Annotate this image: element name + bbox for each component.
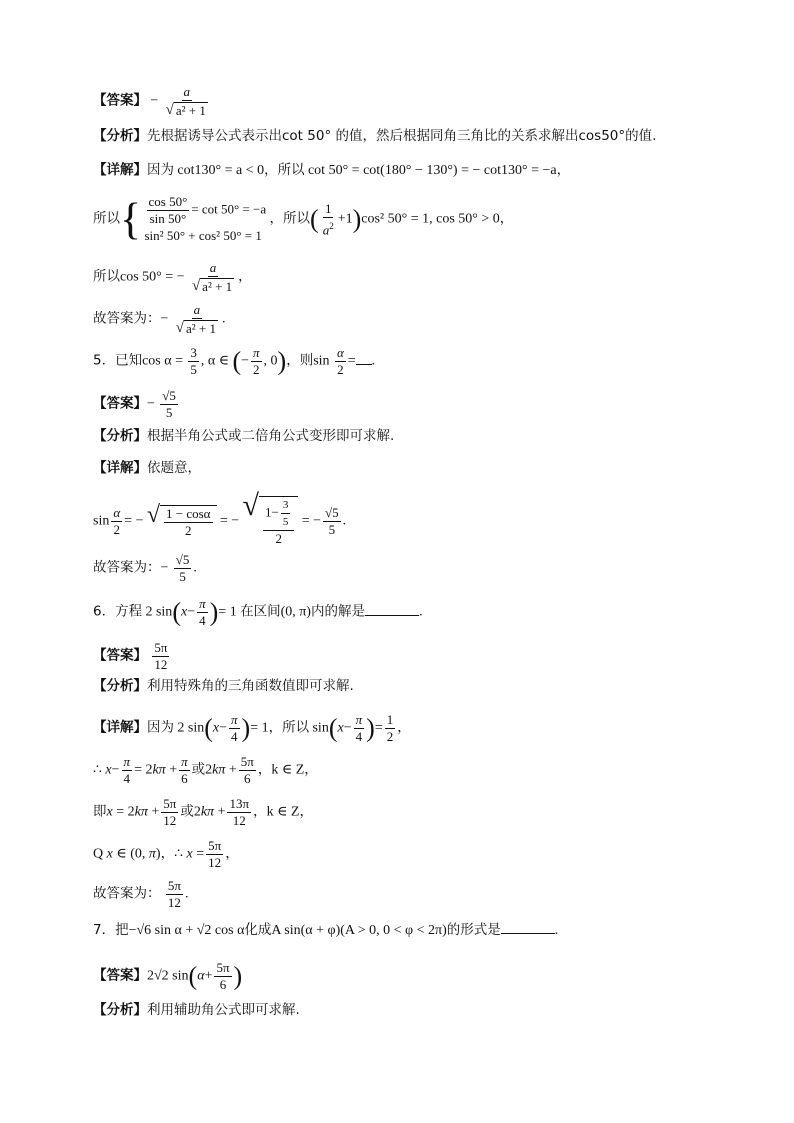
q7-answer-line: 【答案】2√2 sin(α+ $\frac{5\pi}{6}$ ) xyxy=(93,960,243,992)
q5-detail-line: 【详解】依题意， xyxy=(93,460,201,476)
q6-step-1: ∴ x− $\frac{\pi}{4}$ = 2kπ + $\frac{\pi}{6}$ 或2kπ + $\frac{5\pi}{6}$ ，k ∈ Z， xyxy=(93,754,318,786)
q4-answer-fraction: a √ a² + 1 xyxy=(165,84,206,118)
q4-answer-line: 【答案】 − a √ a² + 1 xyxy=(93,84,212,119)
q6-final-line: 故答案为： $\frac{5\pi}{12}$ . xyxy=(93,878,189,910)
q4-analysis-line: 【分析】先根据诱导公式表示出cot 50° 的值，然后根据同角三角比的关系求解出cos50°的值. xyxy=(93,128,657,144)
q4-detail-line: 【详解】因为 cot130° = a < 0，所以 cot 50° = cot(180° − 130°) = − cot130° = −a， xyxy=(93,162,571,178)
q4-system-line: 所以{ $\frac{\cos 50^\circ}{\sin 50^\circ}$ = cot 50° = −a sin² 50° + cos² 50° = 1 ，所以( $\frac{1}{a^2}$ +1)cos² 50° = 1, cos 50° > 0， xyxy=(93,194,514,244)
q6-blank xyxy=(365,603,419,616)
q4-analysis-text: 先根据诱导公式表示出cot 50° 的值，然后根据同角三角比的关系求解出cos50°的值. xyxy=(147,128,657,144)
q5-analysis-line: 【分析】根据半角公式或二倍角公式变形即可求解. xyxy=(93,428,395,444)
q6-detail-line: 【详解】因为 2 sin(x− $\frac{\pi}{4}$ )= 1，所以 sin(x− $\frac{\pi}{4}$ )= $\frac{1}{2}$ ， xyxy=(93,712,411,744)
q4-result-line: 所以cos 50° = − a √ a² + 1 ， xyxy=(93,260,252,294)
q4-equation-system: $\frac{\cos 50^\circ}{\sin 50^\circ}$ = cot 50° = −a sin² 50° + cos² 50° = 1 xyxy=(144,194,267,243)
answer-label: 【答案】 xyxy=(93,92,147,109)
q6-answer-line: 【答案】 $\frac{5\pi}{12}$ xyxy=(93,640,168,672)
q7-analysis-line: 【分析】利用辅助角公式即可求解. xyxy=(93,1002,300,1018)
q5-derivation: sin $\frac{\alpha}{2}$ = − √ $\frac{1 - \cos\alpha}{2}$ = − √ 1− $\frac{3}{5}$ 2 = − $\frac{√5}{5}$ . xyxy=(93,489,347,546)
q7-question: 7．把−√6 sin α + √2 cos α化成A sin(α + φ)(A > 0, 0 < φ < 2π)的形式是 . xyxy=(93,922,559,938)
q6-step-3: Q x ∈ (0, π)，∴ x = $\frac{5\pi}{12}$ ， xyxy=(93,838,239,870)
q5-answer-line: 【答案】− $\frac{√5}{5}$ xyxy=(93,388,176,420)
q6-step-2: 即x = 2kπ + $\frac{5\pi}{12}$ 或2kπ + $\frac{13\pi}{12}$ ，k ∈ Z， xyxy=(93,796,313,828)
q5-blank xyxy=(356,352,372,365)
q7-blank xyxy=(501,921,555,934)
q4-final-line: 故答案为：− a √ a² + 1 . xyxy=(93,302,226,336)
q6-analysis-line: 【分析】利用特殊角的三角函数值即可求解. xyxy=(93,678,354,694)
q6-question: 6．方程 2 sin(x− $\frac{\pi}{4}$ )= 1 在区间(0, π)内的解是 . xyxy=(93,596,423,628)
q5-question: 5．已知cos α = $\frac{3}{5}$ , α ∈ (− $\frac{\pi}{2}$ , 0)，则sin $\frac{\alpha}{2}$ = . xyxy=(93,345,376,377)
q5-final-line: 故答案为：− $\frac{√5}{5}$ . xyxy=(93,552,197,584)
